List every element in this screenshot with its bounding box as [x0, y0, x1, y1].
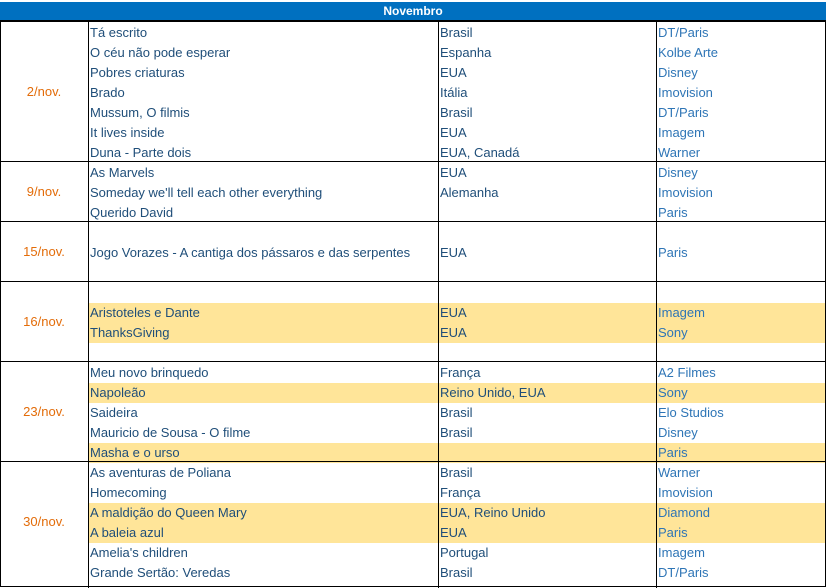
movie-title — [90, 283, 436, 303]
movie-country: Brasil — [440, 405, 473, 420]
movie-country: EUA — [440, 165, 467, 180]
movie-distributor — [658, 263, 824, 283]
release-date: 23/nov. — [23, 404, 65, 419]
movie-distributor: Imagem — [658, 305, 705, 320]
movie-country — [440, 283, 654, 303]
movie-title: Grande Sertão: Veredas — [90, 565, 231, 580]
date-group — [0, 461, 826, 582]
movie-distributor: DT/Paris — [658, 565, 709, 580]
movie-title: ThanksGiving — [90, 325, 170, 340]
movie-country: EUA — [440, 125, 467, 140]
table-row — [88, 423, 826, 443]
movie-country — [440, 203, 654, 223]
table-row — [88, 223, 826, 243]
table-row — [88, 403, 826, 423]
movie-distributor: Imovision — [658, 85, 713, 100]
movie-country: Espanha — [440, 45, 492, 60]
date-group — [0, 361, 826, 462]
movie-title: Amelia's children — [90, 545, 188, 560]
movie-distributor: Imagem — [658, 125, 705, 140]
movie-country: França — [440, 365, 481, 380]
movie-title — [90, 223, 436, 243]
movie-country: EUA — [440, 525, 467, 540]
movie-country — [440, 223, 654, 243]
date-group — [0, 281, 826, 362]
movie-title: As aventuras de Poliana — [90, 465, 231, 480]
movie-country: EUA — [440, 245, 467, 260]
movie-title: Someday we'll tell each other everything — [90, 185, 323, 200]
movie-distributor: Elo Studios — [658, 405, 724, 420]
movie-distributor: Disney — [658, 65, 698, 80]
movie-distributor: Sony — [658, 385, 688, 400]
movie-title — [90, 263, 436, 283]
movie-title: It lives inside — [90, 125, 165, 140]
table-row — [88, 143, 826, 163]
movie-title — [90, 343, 436, 363]
movie-title: A baleia azul — [90, 525, 164, 540]
date-group — [0, 221, 826, 282]
movie-country: Brasil — [440, 105, 473, 120]
movie-country: França — [440, 485, 481, 500]
movie-distributor — [658, 343, 824, 363]
date-group — [0, 161, 826, 222]
column-divider-title — [438, 20, 439, 588]
movie-distributor: Paris — [658, 525, 688, 540]
movie-distributor: Imagem — [658, 545, 705, 560]
table-row — [88, 83, 826, 103]
movie-title: Saideira — [90, 405, 138, 420]
table-row — [88, 383, 826, 403]
movie-distributor: Disney — [658, 425, 698, 440]
movie-title: A maldição do Queen Mary — [90, 505, 247, 520]
movie-title: Masha e o urso — [90, 445, 180, 460]
release-date: 15/nov. — [23, 244, 65, 259]
table-row — [88, 63, 826, 83]
movie-country: EUA, Reino Unido — [440, 505, 546, 520]
movie-title: Brado — [90, 85, 125, 100]
release-date: 2/nov. — [26, 84, 62, 99]
movie-title: Mussum, O filmis — [90, 105, 190, 120]
movie-country: Portugal — [440, 545, 489, 560]
release-date: 30/nov. — [23, 514, 65, 529]
movie-title: Meu novo brinquedo — [90, 365, 209, 380]
movie-title: O céu não pode esperar — [90, 45, 231, 60]
table-row — [88, 463, 826, 483]
table-row — [88, 23, 826, 43]
movie-distributor: Diamond — [658, 505, 711, 520]
movie-country: EUA, Canadá — [440, 145, 520, 160]
movie-title: Mauricio de Sousa - O filme — [90, 425, 251, 440]
column-divider-country — [656, 20, 657, 588]
table-row — [88, 123, 826, 143]
movie-country: Brasil — [440, 465, 473, 480]
movie-title: Aristoteles e Dante — [90, 305, 200, 320]
movie-country: Reino Unido, EUA — [440, 385, 546, 400]
table-row — [88, 563, 826, 583]
movie-distributor: Disney — [658, 165, 698, 180]
table-row — [88, 183, 826, 203]
movie-distributor — [658, 283, 824, 303]
movie-country: Brasil — [440, 565, 473, 580]
table-row — [88, 303, 826, 323]
movie-country — [440, 343, 654, 363]
movie-distributor: DT/Paris — [658, 25, 709, 40]
month-header: Novembro — [0, 2, 826, 21]
table-row — [88, 443, 826, 463]
movie-distributor: Paris — [658, 445, 688, 460]
movie-distributor: Warner — [658, 465, 701, 480]
movie-country: EUA — [440, 305, 467, 320]
table-row — [88, 43, 826, 63]
movie-title: Jogo Vorazes - A cantiga dos pássaros e das serpentes — [90, 245, 411, 260]
movie-distributor: DT/Paris — [658, 105, 709, 120]
table-row — [88, 103, 826, 123]
movie-country: Brasil — [440, 425, 473, 440]
date-group — [0, 21, 826, 162]
movie-country: Alemanha — [440, 185, 499, 200]
movie-title: As Marvels — [90, 165, 155, 180]
movie-country — [440, 443, 654, 463]
movie-distributor: Paris — [658, 205, 688, 220]
table-row — [88, 283, 826, 303]
movie-distributor: Warner — [658, 145, 701, 160]
table-row — [88, 523, 826, 543]
table-row — [88, 343, 826, 363]
table-row — [88, 243, 826, 263]
movie-country: EUA — [440, 65, 467, 80]
movie-title: Tá escrito — [90, 25, 148, 40]
movie-country: EUA — [440, 325, 467, 340]
movie-distributor: Imovision — [658, 485, 713, 500]
table-row — [88, 503, 826, 523]
movie-distributor: Imovision — [658, 185, 713, 200]
table-row — [88, 203, 826, 223]
release-date: 16/nov. — [23, 314, 65, 329]
table-row — [88, 263, 826, 283]
table-row — [88, 363, 826, 383]
movie-distributor: A2 Filmes — [658, 365, 716, 380]
column-divider-date — [88, 20, 89, 588]
movie-distributor: Sony — [658, 325, 688, 340]
movie-title: Querido David — [90, 205, 174, 220]
release-date: 9/nov. — [26, 184, 62, 199]
movie-title: Pobres criaturas — [90, 65, 185, 80]
movie-distributor: Kolbe Arte — [658, 45, 718, 60]
movie-distributor — [658, 223, 824, 243]
movie-distributor: Paris — [658, 245, 688, 260]
movie-country: Brasil — [440, 25, 473, 40]
movie-country — [440, 263, 654, 283]
movie-title: Duna - Parte dois — [90, 145, 192, 160]
table-row — [88, 483, 826, 503]
table-row — [88, 163, 826, 183]
table-row — [88, 323, 826, 343]
movie-country: Itália — [440, 85, 468, 100]
movie-title: Napoleão — [90, 385, 146, 400]
table-row — [88, 543, 826, 563]
movie-title: Homecoming — [90, 485, 167, 500]
